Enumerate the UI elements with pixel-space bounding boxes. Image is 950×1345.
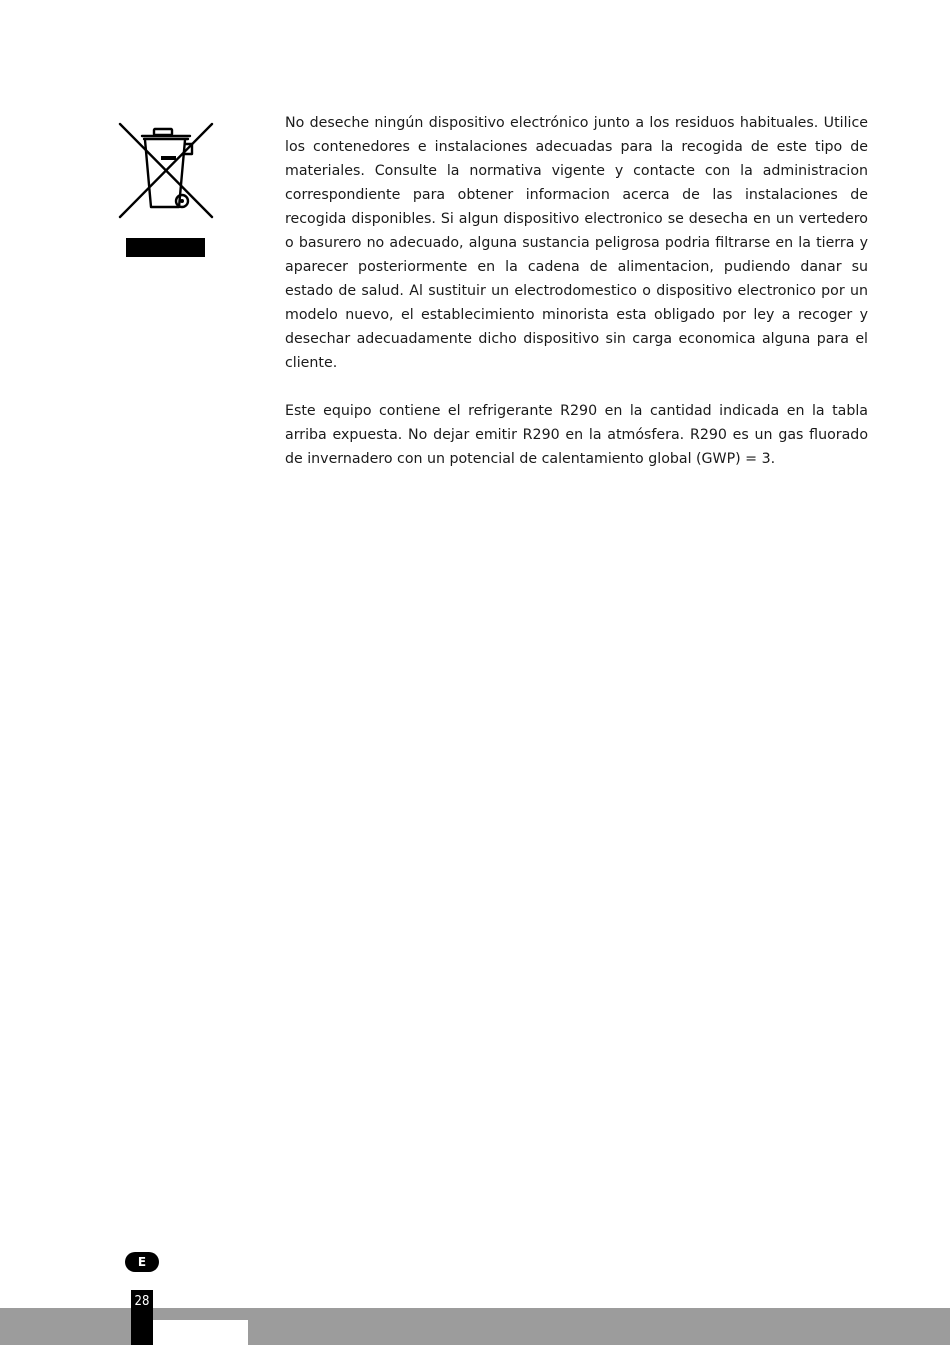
language-badge: E	[125, 1252, 159, 1272]
refrigerant-paragraph: Este equipo contiene el refrigerante R290 en la cantidad indicada en la tabla arriba expuesta. No dejar emitir R290 en la atmósfera. R290 es un gas fluorado de invernadero con un potencial de calentamiento global (GWP) = 3.	[285, 403, 868, 467]
crossed-out-wheelie-bin-icon	[116, 120, 216, 262]
page-number: 28	[134, 1294, 150, 1309]
weee-disposal-paragraph: No deseche ningún dispositivo electrónico junto a los residuos habituales. Utilice los contenedores e instalaciones adecuadas para la recogida de este tipo de materiales. Consulte la normativa vigente y contacte con la administracion correspondiente para obtener informacion acerca de las instalaciones de recogida disponibles. Si algun dispositivo electronico se desecha en un vertedero o basurero no adecuado, alguna sustancia peligrosa podria filtrarse en la tierra y aparecer posteriormente en la cadena de alimentacion, pudiendo danar su estado de salud. Al sustituir un electrodomestico o dispositivo electronico por un modelo nuevo, el establecimiento minorista esta obligado por ley a recoger y desechar adecuadamente dicho dispositivo sin carga economica alguna para el cliente.	[285, 115, 868, 371]
disposal-text	[285, 111, 868, 471]
footer-white-block	[153, 1320, 248, 1345]
